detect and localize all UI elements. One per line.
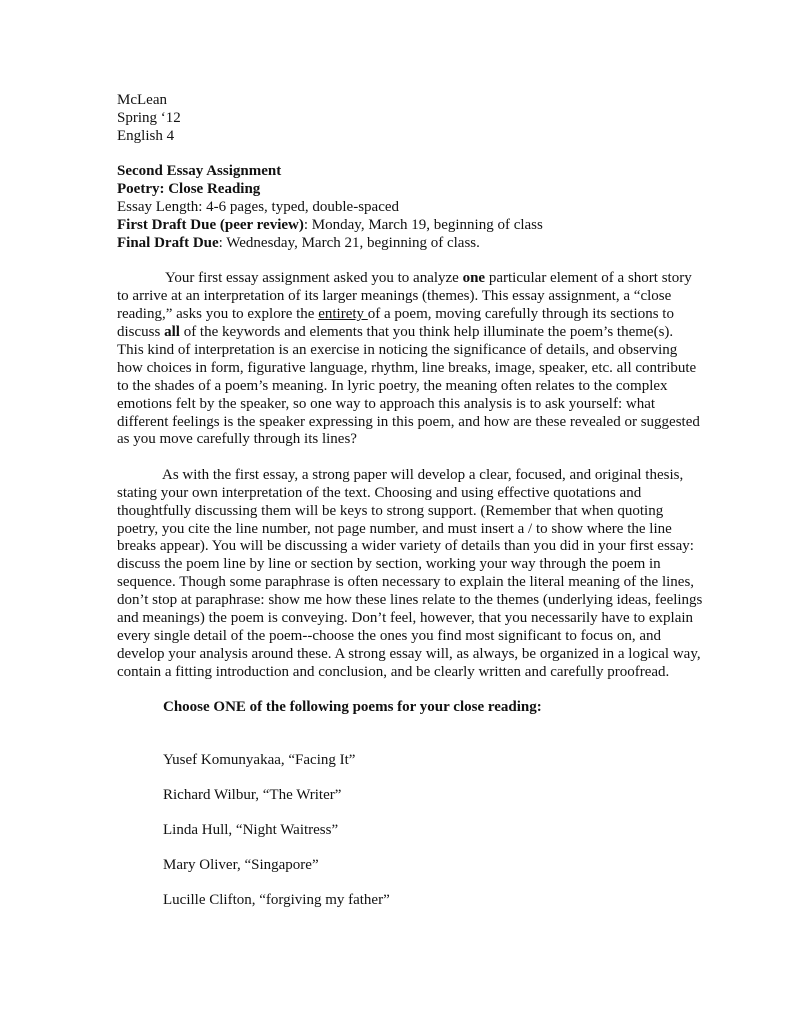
para1-line: This kind of interpretation is an exercise in noticing the significance of details, and observing <box>117 341 678 358</box>
poem-item: Linda Hull, “Night Waitress” <box>163 822 339 839</box>
para1-line: to the shades of a poem’s meaning. In lyric poetry, the meaning often relates to the complex <box>117 377 668 394</box>
document-page <box>117 92 729 927</box>
assignment-subtitle: Poetry: Close Reading <box>117 181 261 198</box>
para2-line: stating your own interpretation of the text. Choosing and using effective quotations and <box>117 484 642 501</box>
para1-line: different feelings is the speaker expressing in this poem, and how are these revealed or suggested <box>117 413 700 430</box>
first-draft-label: First Draft Due (peer review) <box>117 216 304 233</box>
poem-item: Lucille Clifton, “forgiving my father” <box>163 892 390 909</box>
para1-line: how choices in form, figurative language, rhythm, line breaks, image, speaker, etc. all contribute <box>117 359 697 376</box>
para2-line: As with the first essay, a strong paper will develop a clear, focused, and original thesis, <box>162 466 684 483</box>
final-draft-text: : Wednesday, March 21, beginning of class. <box>218 234 480 251</box>
para2-line: breaks appear). You will be discussing a wider variety of details than you did in your first essay: <box>117 538 694 555</box>
para1-line: as you move carefully through its lines? <box>117 431 357 448</box>
para2-line: discuss the poem line by line or section by section, working your way through the poem in <box>117 556 661 573</box>
para2-line: contain a fitting introduction and conclusion, and be clearly written and carefully proofread. <box>117 663 670 680</box>
paragraph-1 <box>117 270 729 449</box>
poem-list <box>117 752 729 927</box>
poem-item: Mary Oliver, “Singapore” <box>163 857 319 874</box>
para1-line: reading,” asks you to explore the entirety of a poem, moving carefully through its sections to <box>117 306 674 323</box>
para2-line: develop your analysis around these. A strong essay will, as always, be organized in a logical way, <box>117 645 701 662</box>
course-name: English 4 <box>117 127 175 144</box>
paragraph-2 <box>117 467 729 682</box>
para2-line: every single detail of the poem--choose the ones you find most significant to focus on, and <box>117 627 662 644</box>
first-draft-text: : Monday, March 19, beginning of class <box>303 216 543 233</box>
para2-line: poetry, you cite the line number, not page number, and must insert a / to show where the line <box>117 520 672 537</box>
para1-line: to arrive at an interpretation of its larger meanings (themes). This essay assignment, a “close <box>117 288 672 305</box>
final-draft-due <box>117 235 729 253</box>
para2-line: and meanings) the poem is conveying. Don’t feel, however, that you necessarily have to explain <box>117 610 694 627</box>
assignment-info <box>117 163 729 253</box>
term: Spring ‘12 <box>117 109 181 126</box>
para2-line: thoughtfully discussing them will be keys to strong support. (Remember that when quoting <box>117 502 664 519</box>
choose-heading: Choose ONE of the following poems for your close reading: <box>163 699 542 716</box>
essay-length: Essay Length: 4-6 pages, typed, double-spaced <box>117 199 400 216</box>
poem-item: Richard Wilbur, “The Writer” <box>163 787 342 804</box>
poem-item: Yusef Komunyakaa, “Facing It” <box>163 752 356 769</box>
assignment-title: Second Essay Assignment <box>117 163 282 180</box>
first-draft-due <box>117 217 729 235</box>
final-draft-label: Final Draft Due <box>117 234 219 251</box>
header-block <box>117 92 729 146</box>
para1-line: discuss all of the keywords and elements that you think help illuminate the poem’s theme(s). <box>117 323 674 340</box>
author-name: McLean <box>117 92 167 108</box>
para2-line: sequence. Though some paraphrase is often necessary to explain the literal meaning of the lines, <box>117 574 695 591</box>
para2-line: don’t stop at paraphrase: show me how these lines relate to the themes (underlying ideas, feelings <box>117 592 703 609</box>
para1-line: Your first essay assignment asked you to analyze one particular element of a short story <box>165 270 692 287</box>
para1-line: emotions felt by the speaker, so one way to approach this analysis is to ask yourself: what <box>117 395 656 412</box>
